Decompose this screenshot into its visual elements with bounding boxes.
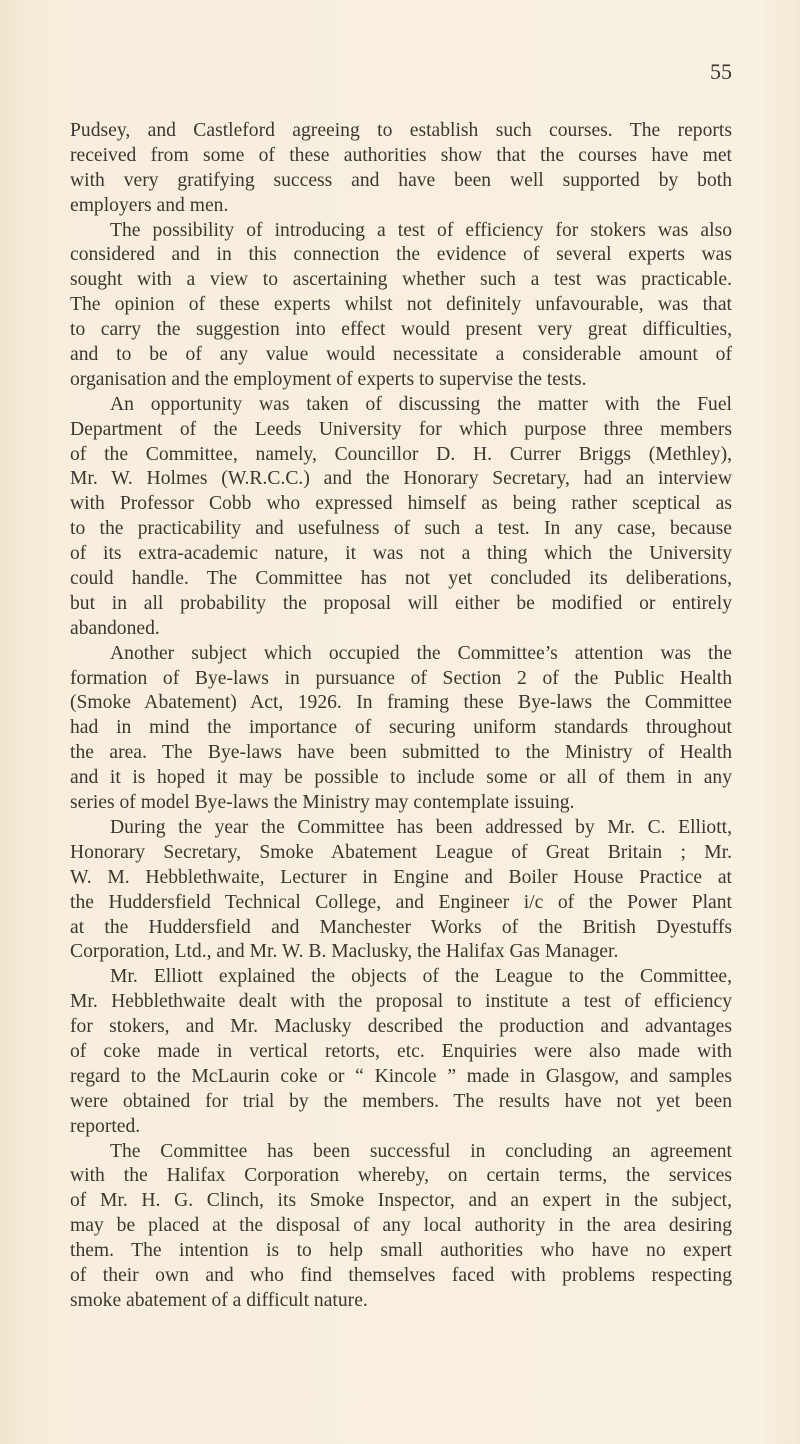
text-line: with the Halifax Corporation whereby, on certain terms, the services <box>70 1165 732 1187</box>
text-line: and to be of any value would necessitate a considerable amount of <box>70 344 732 366</box>
text-line: The possibility of introducing a test of efficiency for stokers was also <box>110 219 732 241</box>
text-line: sought with a view to ascertaining whether such a test was practicable. <box>70 269 732 291</box>
text-line: to carry the suggestion into effect would present very great difficulties, <box>70 319 732 341</box>
text-line: may be placed at the disposal of any local authority in the area desiring <box>70 1215 732 1237</box>
text-line: smoke abatement of a difficult nature. <box>70 1289 368 1311</box>
text-line: and it is hoped it may be possible to include some or all of them in any <box>70 767 732 789</box>
text-line: were obtained for trial by the members. The results have not yet been <box>70 1090 732 1112</box>
text-line: Pudsey, and Castleford agreeing to establish such courses. The reports <box>70 120 732 141</box>
text-line: at the Huddersfield and Manchester Works of the British Dyestuffs <box>70 916 732 938</box>
paragraph-elliott-explanation <box>70 965 732 1139</box>
paragraph-bye-laws <box>70 642 732 816</box>
text-line: Honorary Secretary, Smoke Abatement League of Great Britain ; Mr. <box>70 841 732 863</box>
text-line: (Smoke Abatement) Act, 1926. In framing these Bye-laws the Committee <box>70 692 732 714</box>
text-line: reported. <box>70 1115 141 1137</box>
paragraph-addresses <box>70 816 732 965</box>
text-line: Another subject which occupied the Committee’s attention was the <box>110 642 732 664</box>
page-number: 55 <box>710 59 732 84</box>
text-line: Mr. W. Holmes (W.R.C.C.) and the Honorary Secretary, had an interview <box>70 468 732 490</box>
text-line: Corporation, Ltd., and Mr. W. B. Maclusky, the Halifax Gas Manager. <box>70 941 619 963</box>
text-line: them. The intention is to help small authorities who have no expert <box>70 1240 732 1262</box>
text-line: of their own and who find themselves faced with problems respecting <box>70 1264 732 1286</box>
text-line: considered and in this connection the evidence of several experts was <box>70 244 732 266</box>
text-line: abandoned. <box>70 617 160 639</box>
text-line: Mr. Elliott explained the objects of the League to the Committee, <box>110 966 732 988</box>
text-line: of Mr. H. G. Clinch, its Smoke Inspector, and an expert in the subject, <box>70 1190 732 1212</box>
text-line: with very gratifying success and have been well supported by both <box>70 169 732 191</box>
text-line: formation of Bye-laws in pursuance of Section 2 of the Public Health <box>70 667 732 689</box>
text-line: The Committee has been successful in concluding an agreement <box>110 1140 732 1162</box>
text-line: Department of the Leeds University for which purpose three members <box>70 418 732 440</box>
text-line: of the Committee, namely, Councillor D. H. Currer Briggs (Methley), <box>70 443 732 465</box>
paragraph-stokers-test <box>70 219 732 393</box>
text-line: had in mind the importance of securing uniform standards throughout <box>70 717 732 739</box>
text-line: the area. The Bye-laws have been submitted to the Ministry of Health <box>70 742 732 764</box>
text-line: of its extra-academic nature, it was not a thing which the University <box>70 543 732 565</box>
text-line: organisation and the employment of experts to supervise the tests. <box>70 368 587 390</box>
text-line: W. M. Hebblethwaite, Lecturer in Engine and Boiler House Practice at <box>70 866 732 888</box>
text-line: An opportunity was taken of discussing the matter with the Fuel <box>110 393 732 415</box>
text-line: to the practicability and usefulness of such a test. In any case, because <box>70 518 732 540</box>
text-line: for stokers, and Mr. Maclusky described the production and advantages <box>70 1016 732 1038</box>
text-line: series of model Bye-laws the Ministry may contemplate issuing. <box>70 792 575 814</box>
paragraph-halifax-agreement <box>70 1140 732 1314</box>
text-line: but in all probability the proposal will either be modified or entirely <box>70 592 732 614</box>
text-line: employers and men. <box>70 194 229 216</box>
text-line: could handle. The Committee has not yet concluded its deliberations, <box>70 568 732 590</box>
body-text <box>70 119 732 1314</box>
text-line: of coke made in vertical retorts, etc. Enquiries were also made with <box>70 1040 732 1062</box>
text-line: the Huddersfield Technical College, and Engineer i/c of the Power Plant <box>70 891 732 913</box>
paragraph-leeds-university <box>70 393 732 642</box>
text-line: received from some of these authorities show that the courses have met <box>70 144 732 166</box>
text-line: with Professor Cobb who expressed himself as being rather sceptical as <box>70 493 732 515</box>
text-line: The opinion of these experts whilst not definitely unfavourable, was that <box>70 294 732 316</box>
text-line: During the year the Committee has been addressed by Mr. C. Elliott, <box>110 816 732 838</box>
text-line: regard to the McLaurin coke or “ Kincole ” made in Glasgow, and samples <box>70 1065 732 1087</box>
paragraph-courses-report <box>70 119 732 219</box>
text-line: Mr. Hebblethwaite dealt with the proposal to institute a test of efficiency <box>70 991 732 1013</box>
